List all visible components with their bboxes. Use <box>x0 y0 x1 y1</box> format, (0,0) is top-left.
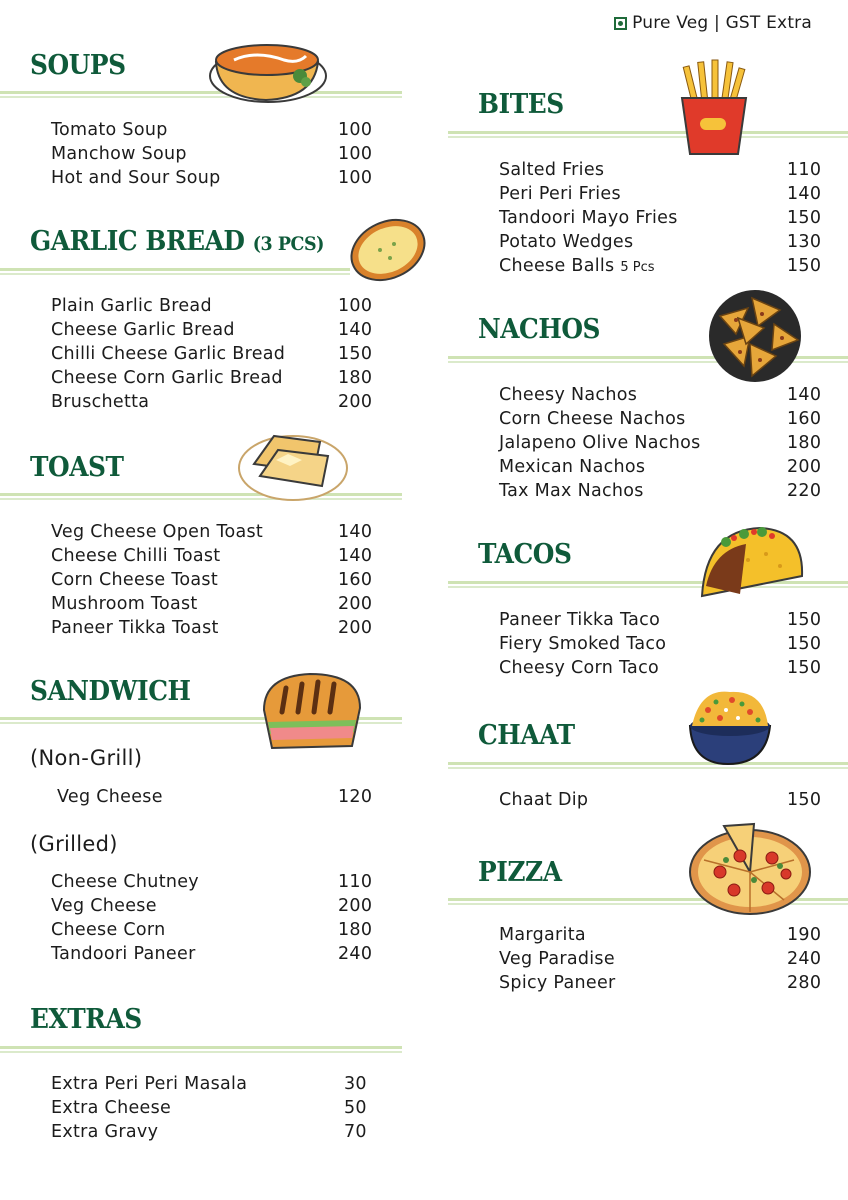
menu-item-name: Tax Max Nachos <box>499 481 644 501</box>
menu-item-price: 50 <box>344 1098 367 1118</box>
menu-item-price: 30 <box>344 1074 367 1094</box>
menu-item-price: 130 <box>787 232 822 252</box>
section-title-garlic-bread <box>30 226 324 257</box>
menu-item-price: 160 <box>338 570 373 590</box>
menu-item-price: 200 <box>338 392 373 412</box>
menu-item-price: 220 <box>787 481 822 501</box>
menu-item-name: Paneer Tikka Taco <box>499 610 661 630</box>
menu-item-name: Plain Garlic Bread <box>51 296 212 316</box>
menu-item-name: Cheesy Nachos <box>499 385 638 405</box>
section-title-text: GARLIC BREAD <box>30 226 245 257</box>
section-divider <box>0 268 350 276</box>
menu-item-price: 160 <box>787 409 822 429</box>
menu-item-name: Cheese Garlic Bread <box>51 320 235 340</box>
menu-item-name: Extra Peri Peri Masala <box>51 1074 248 1094</box>
menu-item-name: Potato Wedges <box>499 232 634 252</box>
menu-item-name: Paneer Tikka Toast <box>51 618 219 638</box>
menu-item-price: 180 <box>787 433 822 453</box>
menu-item-price: 150 <box>787 610 822 630</box>
menu-item-name: Veg Cheese Open Toast <box>51 522 264 542</box>
menu-item-price: 150 <box>787 790 822 810</box>
menu-item-price: 240 <box>787 949 822 969</box>
section-title-tacos: TACOS <box>478 539 572 570</box>
menu-item-name: Fiery Smoked Taco <box>499 634 667 654</box>
menu-item-price: 240 <box>338 944 373 964</box>
subsection-grilled: (Grilled) <box>30 832 118 856</box>
menu-item-name: Margarita <box>499 925 586 945</box>
menu-item-price: 110 <box>338 872 373 892</box>
subsection-non-grill: (Non-Grill) <box>30 746 143 770</box>
nachos-icon <box>702 286 808 386</box>
section-qty: (3 PCS) <box>252 233 324 255</box>
menu-item-name: Bruschetta <box>51 392 150 412</box>
menu-item-name: Peri Peri Fries <box>499 184 621 204</box>
soup-bowl-icon <box>206 26 328 106</box>
section-title-toast: TOAST <box>30 452 124 483</box>
chaat-bowl-icon <box>680 674 778 768</box>
menu-item-price: 100 <box>338 144 373 164</box>
menu-item-price: 140 <box>338 320 373 340</box>
menu-item-price: 140 <box>787 184 822 204</box>
menu-item-name: Cheesy Corn Taco <box>499 658 659 678</box>
veg-gst-note <box>614 13 812 33</box>
veg-symbol-icon <box>614 17 627 30</box>
menu-item-price: 140 <box>338 546 373 566</box>
section-divider <box>448 131 848 139</box>
menu-item-price: 280 <box>787 973 822 993</box>
menu-item-price: 150 <box>787 208 822 228</box>
menu-item-price: 180 <box>338 920 373 940</box>
menu-item-price: 150 <box>338 344 373 364</box>
menu-item-price: 100 <box>338 120 373 140</box>
menu-item-price: 200 <box>338 594 373 614</box>
menu-item-name: Hot and Sour Soup <box>51 168 221 188</box>
menu-item-price: 70 <box>344 1122 367 1142</box>
section-divider <box>448 762 848 770</box>
menu-item-name: Veg Cheese <box>57 787 163 807</box>
menu-item-price: 110 <box>787 160 822 180</box>
menu-item-name: Cheese Chutney <box>51 872 199 892</box>
veg-gst-text: Pure Veg | GST Extra <box>632 13 812 33</box>
section-divider <box>0 1046 402 1054</box>
menu-item-name: Corn Cheese Toast <box>51 570 218 590</box>
menu-item-name: Jalapeno Olive Nachos <box>499 433 701 453</box>
menu-item-name: Extra Cheese <box>51 1098 172 1118</box>
section-title-soups: SOUPS <box>30 50 126 81</box>
taco-icon <box>696 520 808 608</box>
menu-item-price: 150 <box>787 256 822 276</box>
menu-item-name: Extra Gravy <box>51 1122 159 1142</box>
menu-item-name: Tandoori Mayo Fries <box>499 208 678 228</box>
menu-item-name: Corn Cheese Nachos <box>499 409 686 429</box>
fries-icon <box>674 58 754 158</box>
section-title-sandwich: SANDWICH <box>30 676 191 707</box>
menu-item-name: Chilli Cheese Garlic Bread <box>51 344 286 364</box>
sandwich-icon <box>256 666 368 754</box>
menu-item-price: 150 <box>787 658 822 678</box>
menu-item-name: Manchow Soup <box>51 144 187 164</box>
menu-item-note: 5 Pcs <box>620 260 655 275</box>
menu-item-name: Veg Cheese <box>51 896 157 916</box>
menu-item-price: 100 <box>338 168 373 188</box>
menu-item-name: Salted Fries <box>499 160 605 180</box>
menu-item-name: Cheese Corn <box>51 920 166 940</box>
menu-item-price: 120 <box>338 787 373 807</box>
section-title-chaat: CHAAT <box>478 720 575 751</box>
menu-item-price: 150 <box>787 634 822 654</box>
menu-item-price: 180 <box>338 368 373 388</box>
section-divider <box>0 91 402 99</box>
menu-item-name: Tandoori Paneer <box>51 944 196 964</box>
menu-item-name <box>499 256 655 276</box>
menu-item-price: 140 <box>338 522 373 542</box>
menu-item-name: Veg Paradise <box>499 949 615 969</box>
menu-item-price: 100 <box>338 296 373 316</box>
section-title-pizza: PIZZA <box>478 857 562 888</box>
menu-item-name: Cheese Chilli Toast <box>51 546 221 566</box>
section-title-nachos: NACHOS <box>478 314 601 345</box>
menu-item-name: Cheese Corn Garlic Bread <box>51 368 283 388</box>
menu-item-price: 200 <box>787 457 822 477</box>
menu-item-price: 200 <box>338 618 373 638</box>
garlic-bread-icon <box>346 214 430 284</box>
menu-item-name: Spicy Paneer <box>499 973 616 993</box>
menu-item-name: Chaat Dip <box>499 790 589 810</box>
menu-item-name-text: Cheese Balls <box>499 256 615 276</box>
menu-item-name: Tomato Soup <box>51 120 168 140</box>
section-title-extras: EXTRAS <box>30 1004 142 1035</box>
menu-item-price: 200 <box>338 896 373 916</box>
toast-icon <box>236 424 350 504</box>
section-title-bites: BITES <box>478 89 564 120</box>
menu-item-name: Mexican Nachos <box>499 457 646 477</box>
menu-item-name: Mushroom Toast <box>51 594 198 614</box>
pizza-icon <box>684 820 814 920</box>
menu-item-price: 140 <box>787 385 822 405</box>
menu-item-price: 190 <box>787 925 822 945</box>
